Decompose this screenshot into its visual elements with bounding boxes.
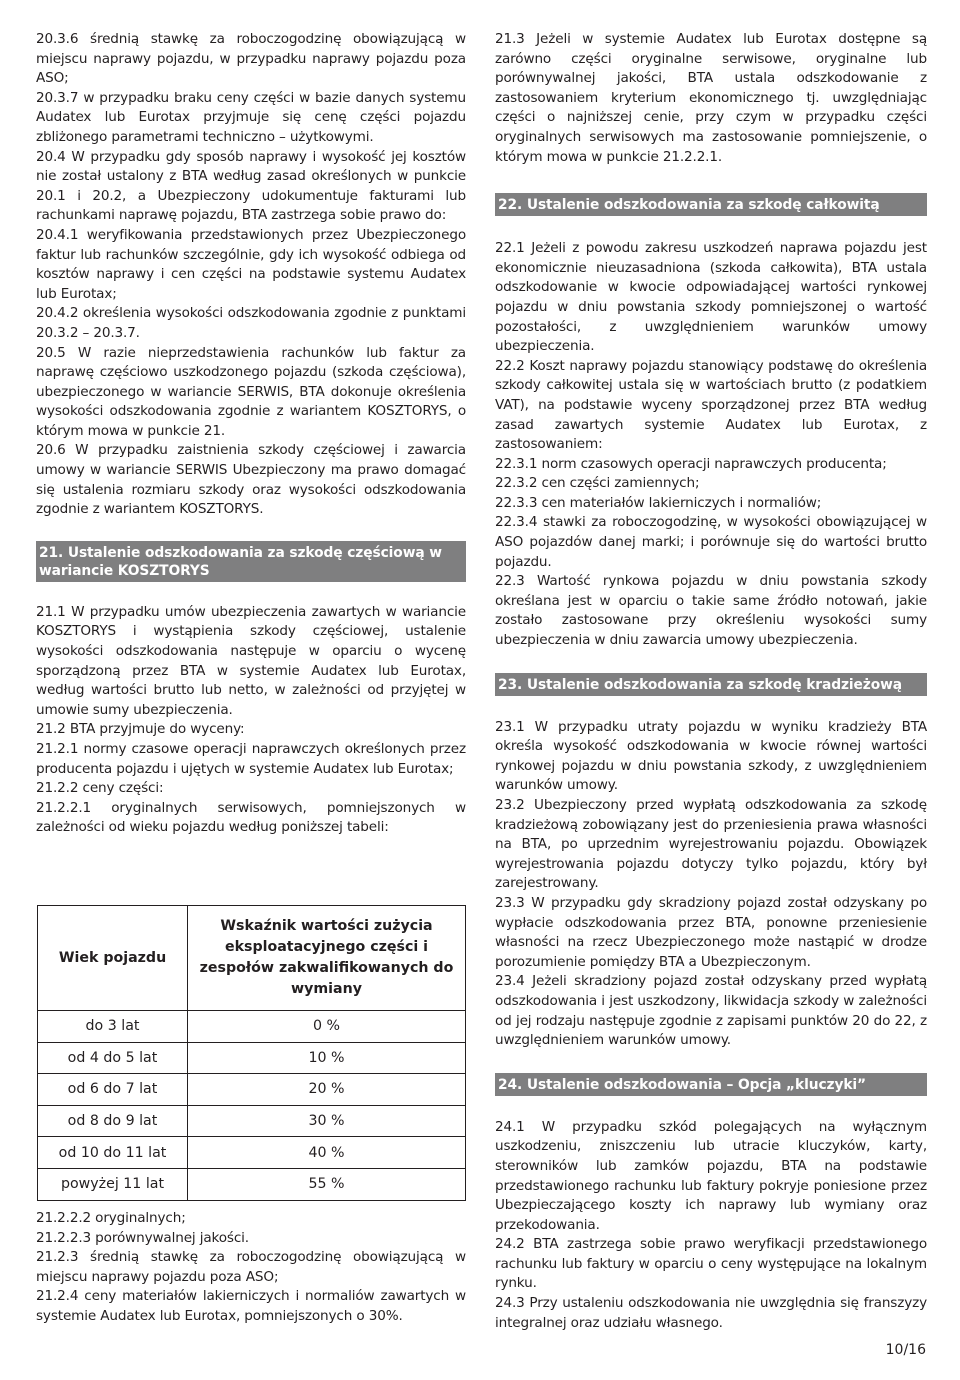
cell-rate: 30 % xyxy=(188,1105,466,1137)
section-21-heading: 21. Ustalenie odszkodowania za szkodę częściową w wariancie KOSZTORYS xyxy=(36,541,466,582)
table-row xyxy=(38,1011,466,1043)
paragraph-20-4-1: 20.4.1 weryfikowania przedstawionych przez Ubezpieczonego faktur lub rachunków szczególnie, gdy ich wysokość odbiega od kosztów naprawy i cen części na podstawie systemu Audatex lub Eurotax; xyxy=(36,226,466,302)
cell-rate: 10 % xyxy=(188,1042,466,1074)
table-row xyxy=(38,1074,466,1106)
right-column xyxy=(495,30,927,1333)
header-vehicle-age: Wiek pojazdu xyxy=(38,906,188,1011)
paragraph-21-2-3: 21.2.3 średnią stawkę za roboczogodzinę obowiązującą w miejscu naprawy pojazdu poza ASO; xyxy=(36,1249,466,1285)
paragraph-22-3-2: 22.3.2 cen części zamiennych; xyxy=(495,475,700,492)
cell-age: do 3 lat xyxy=(38,1011,188,1043)
paragraph-20-6: 20.6 W przypadku zaistnienia szkody częściowej i zawarcia umowy w wariancie SERWIS Ubezpieczony ma prawo domagać się ustalenia rozmiaru szkody oraz wysokości odszkodowania zgodnie z wariantem KOSZTORYS. xyxy=(36,442,466,518)
table-row xyxy=(38,1168,466,1200)
table-row xyxy=(38,1042,466,1074)
paragraph-23-2: 23.2 Ubezpieczony przed wypłatą odszkodowania za szkodę kradzieżową zobowiązany jest do przeniesienia prawa własności na BTA, po uprzednim wyrejestrowaniu pojazdu. Obowiązek wyrejestrowania pojazdu dotyczy tylko pojazdu, który był zarejestrowany. xyxy=(495,797,927,892)
cell-rate: 55 % xyxy=(188,1168,466,1200)
paragraph-22-3-3: 22.3.3 cen materiałów lakierniczych i normaliów; xyxy=(495,494,822,511)
paragraph-22-2: 22.2 Koszt naprawy pojazdu stanowiący podstawę do określenia szkody całkowitej ustala się w wartościach brutto (z podatkiem VAT), na podstawie wyceny sporządzonej przez BTA według zasad zawartych systemie Audatex lub Eurotax, z zastosowaniem: xyxy=(495,357,927,453)
paragraph-20-3-7: 20.3.7 w przypadku braku ceny części w bazie danych systemu Audatex lub Eurotax przyjmuje się cenę części pojazdu zbliżonego parametrami techniczno – użytkowymi. xyxy=(36,89,466,145)
section-23-heading: 23. Ustalenie odszkodowania za szkodę kradzieżową xyxy=(495,673,927,696)
cell-age: od 10 do 11 lat xyxy=(38,1137,188,1169)
paragraph-21-2-2: 21.2.2 ceny części: xyxy=(36,780,164,797)
paragraph-21-2-2-1: 21.2.2.1 oryginalnych serwisowych, pomniejszonych w zależności od wieku pojazdu według poniższej tabeli: xyxy=(36,799,466,836)
section-22-body xyxy=(495,239,927,650)
paragraph-21-2: 21.2 BTA przyjmuje do wyceny: xyxy=(36,721,245,738)
table-header-row xyxy=(38,906,466,1011)
paragraph-22-3: 22.3 Wartość rynkowa pojazdu w dniu powstania szkody określana jest w oparciu o takie same źródło notowań, jakie zostało zastosowane przy określeniu wysokości sumy ubezpieczenia w dniu zawarcia umowy ubezpieczenia. xyxy=(495,573,927,649)
paragraph-20-3-6: 20.3.6 średnią stawkę za roboczogodzinę obowiązującą w miejscu naprawy pojazdu, w przypadku naprawy pojazdu poza ASO; xyxy=(36,31,466,87)
paragraph-20-4: 20.4 W przypadku gdy sposób naprawy i wysokość jej kosztów nie został ustalony z BTA według zasad określonych w punkcie 20.1 i 20.2, a Ubezpieczony udokumentuje fakturami lub rachunkami naprawę pojazdu, BTA zastrzega sobie prawo do: xyxy=(36,148,466,224)
cell-age: od 6 do 7 lat xyxy=(38,1074,188,1106)
left-column xyxy=(36,30,466,838)
paragraph-22-3-1: 22.3.1 norm czasowych operacji naprawczych producenta; xyxy=(495,455,887,472)
paragraph-22-1: 22.1 Jeżeli z powodu zakresu uszkodzeń naprawa pojazdu jest ekonomicznie nieuzasadniona (szkoda całkowita), BTA ustala odszkodowanie w kwocie odpowiadającej wartości rynkowej pojazdu w dniu powstania szkody pomniejszonej o wartość pozostałości, z uwzględnieniem warunków umowy ubezpieczenia. xyxy=(495,240,927,355)
paragraph-22-3-4: 22.3.4 stawki za roboczogodzinę, w wysokości obowiązującej w ASO pojazdów danej marki; i porównuje się do wartości brutto pojazdu. xyxy=(495,514,927,570)
table-row xyxy=(38,1137,466,1169)
paragraph-20-5: 20.5 W razie nieprzedstawienia rachunków lub faktur za naprawę częściowo uszkodzonego pojazdu (szkoda częściowa), ubezpieczonego w wariancie SERWIS, BTA dokonuje określenia wysokości odszkodowania zgodnie z wariantem KOSZTORYS, o którym mowa w punkcie 21. xyxy=(36,344,466,439)
cell-age: od 4 do 5 lat xyxy=(38,1042,188,1074)
paragraph-21-2-2-2: 21.2.2.2 oryginalnych; xyxy=(36,1210,186,1226)
cell-age: od 8 do 9 lat xyxy=(38,1105,188,1137)
page-number: 10/16 xyxy=(885,1342,926,1358)
paragraph-21-3: 21.3 Jeżeli w systemie Audatex lub Eurotax dostępne są zarówno części oryginalne serwisowe, oryginalne lub porównywalnej jakości, BTA ustala odszkodowanie z zastosowaniem kryterium ekonomicznego tj. uwzględniając części o najniższej cenie, przy czym w przypadku części oryginalnych serwisowych ma zastosowanie pomniejszenie, o którym mowa w punkcie 21.2.2.1. xyxy=(495,31,927,165)
paragraph-23-4: 23.4 Jeżeli skradziony pojazd został odzyskany przed wypłatą odszkodowania i jest uszkodzony, likwidacja szkody w zależności od jej rodzaju następuje zgodnie z zapisami punktów 20 do 22, z uwzględnieniem warunków umowy. xyxy=(495,973,927,1049)
section-24-body xyxy=(495,1118,927,1334)
paragraph-23-1: 23.1 W przypadku utraty pojazdu w wyniku kradzieży BTA określa wysokość odszkodowania w kwocie równej wartości rynkowej pojazdu w dniu powstania szkody, z uwzględnieniem warunków umowy. xyxy=(495,718,927,794)
left-column-after-table xyxy=(36,1209,466,1327)
paragraph-21-2-4: 21.2.4 ceny materiałów lakierniczych i normaliów zawartych w systemie Audatex lub Eurotax, pomniejszonych o 30%. xyxy=(36,1288,466,1324)
section-21-body xyxy=(36,603,466,838)
paragraph-24-1: 24.1 W przypadku szkód polegających na wyłącznym uszkodzeniu, zniszczeniu lub utracie kluczyków, karty, sterowników lub zamków pojazdu, BTA na podstawie przedstawionego rachunku lub faktury pokryje poniesione przez Ubezpieczającego koszty ich naprawy lub wymiany oraz przekodowania. xyxy=(495,1118,927,1233)
header-wear-rate: Wskaźnik wartości zużycia eksploatacyjnego części i zespołów zakwalifikowanych do wymiany xyxy=(188,906,466,1011)
paragraph-21-2-2-3: 21.2.2.3 porównywalnej jakości. xyxy=(36,1229,249,1246)
paragraph-20-4-2: 20.4.2 określenia wysokości odszkodowania zgodnie z punktami 20.3.2 – 20.3.7. xyxy=(36,305,466,341)
section-24-heading: 24. Ustalenie odszkodowania – Opcja „kluczyki” xyxy=(495,1073,927,1096)
depreciation-table xyxy=(37,905,466,1201)
cell-rate: 0 % xyxy=(188,1011,466,1043)
paragraph-23-3: 23.3 W przypadku gdy skradziony pojazd został odzyskany po wypłacie odszkodowania przez BTA, ponowne przeniesienie własności na rzecz Ubezpieczonego może nastąpić w drodze porozumienie pomiędzy BTA a Ubezpieczonym. xyxy=(495,894,927,970)
paragraph-21-1: 21.1 W przypadku umów ubezpieczenia zawartych w wariancie KOSZTORYS i wystąpienia szkody częściowej, ustalenie wysokości odszkodowania następuje w oparciu o wycenę sporządzoną przez BTA w systemie Audatex lub Eurotax, według wartości brutto lub netto, w zależności od przyjętej w umowie sumy ubezpieczenia. xyxy=(36,603,466,718)
paragraph-24-2: 24.2 BTA zastrzega sobie prawo weryfikacji przedstawionego rachunku lub faktury w oparciu o ceny występujące na lokalnym rynku. xyxy=(495,1236,927,1292)
paragraph-21-2-1: 21.2.1 normy czasowe operacji naprawczych określonych przez producenta pojazdu i ujętych w systemie Audatex lub Eurotax; xyxy=(36,741,466,777)
table-row xyxy=(38,1105,466,1137)
section-23-body xyxy=(495,718,927,1051)
cell-age: powyżej 11 lat xyxy=(38,1168,188,1200)
section-22-heading: 22. Ustalenie odszkodowania za szkodę całkowitą xyxy=(495,193,927,216)
cell-rate: 40 % xyxy=(188,1137,466,1169)
paragraph-24-3: 24.3 Przy ustaleniu odszkodowania nie uwzględnia się franszyzy integralnej oraz udziału własnego. xyxy=(495,1295,927,1331)
cell-rate: 20 % xyxy=(188,1074,466,1106)
